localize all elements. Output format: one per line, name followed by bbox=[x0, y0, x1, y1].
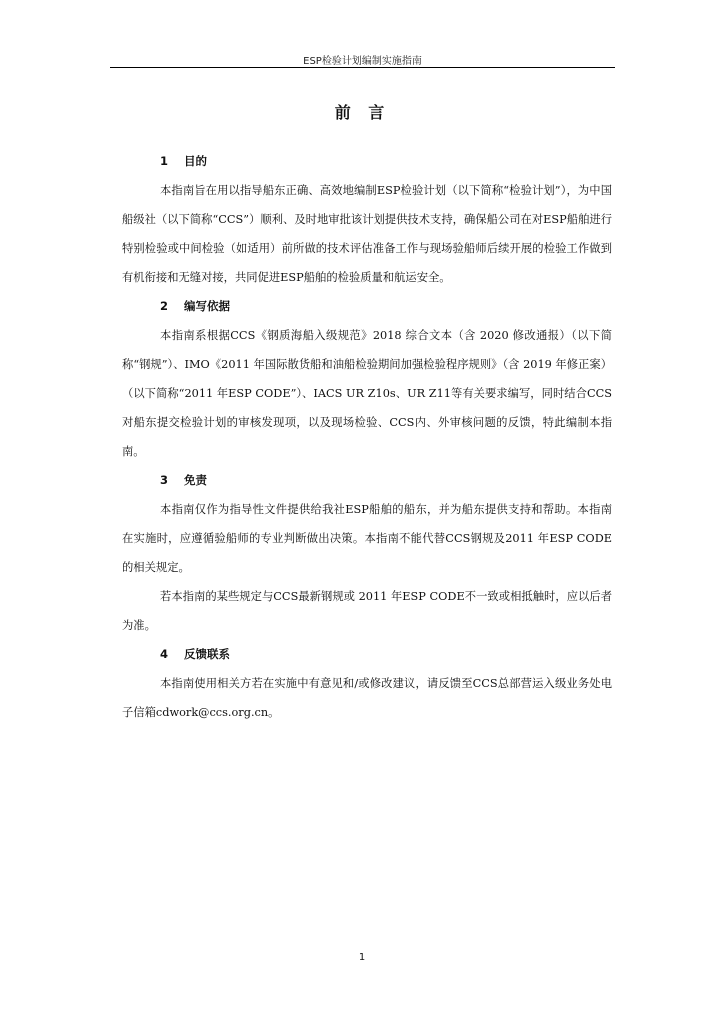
running-header: ESP检验计划编制实施指南 bbox=[303, 56, 422, 67]
paragraph: 本指南使用相关方若在实施中有意见和/或修改建议，请反馈至CCS总部营运入级业务处电子信箱cdwork@ccs.org.cn。 bbox=[122, 677, 612, 719]
section-number: 3 bbox=[160, 473, 169, 487]
section-title: 目的 bbox=[184, 154, 208, 168]
section-heading bbox=[122, 643, 612, 665]
section-disclaimer bbox=[122, 469, 612, 640]
page-number: 1 bbox=[358, 952, 366, 963]
section-heading bbox=[122, 469, 612, 491]
paragraph: 本指南系根据CCS《钢质海船入级规范》2018 综合文本（含 2020 修改通报）（以下简称“钢规”）、IMO《2011 年国际散货船和油船检验期间加强检验程序规则》（含 2019 年修正案）（以下简称“2011 年ESP CODE”）、IACS UR Z10s、UR Z11等有关要求编写，同时结合CCS对船东提交检验计划的审核发现项，以及现场检验、CCS内、外审核问题的反馈，特此编制本指南。 bbox=[122, 329, 612, 458]
paragraph: 若本指南的某些规定与CCS最新钢规或 2011 年ESP CODE不一致或相抵触时，应以后者为准。 bbox=[122, 590, 612, 632]
section-basis bbox=[122, 295, 612, 466]
document-body bbox=[122, 150, 612, 730]
section-number: 4 bbox=[160, 647, 169, 661]
section-feedback bbox=[122, 643, 612, 727]
page-title: 前 言 bbox=[334, 103, 391, 122]
section-heading bbox=[122, 295, 612, 317]
section-heading bbox=[122, 150, 612, 172]
header-rule bbox=[110, 67, 615, 68]
section-title: 免责 bbox=[184, 473, 208, 487]
paragraph: 本指南仅作为指导性文件提供给我社ESP船舶的船东，并为船东提供支持和帮助。本指南在实施时，应遵循验船师的专业判断做出决策。本指南不能代替CCS钢规及2011 年ESP CODE的相关规定。 bbox=[122, 503, 612, 574]
paragraph: 本指南旨在用以指导船东正确、高效地编制ESP检验计划（以下简称“检验计划”），为中国船级社（以下简称“CCS”）顺利、及时地审批该计划提供技术支持，确保船公司在对ESP船舶进行特别检验或中间检验（如适用）前所做的技术评估准备工作与现场验船师后续开展的检验工作做到有机衔接和无缝对接，共同促进ESP船舶的检验质量和航运安全。 bbox=[122, 184, 612, 284]
section-number: 2 bbox=[160, 299, 169, 313]
section-title: 反馈联系 bbox=[184, 647, 231, 661]
section-title: 编写依据 bbox=[184, 299, 231, 313]
section-number: 1 bbox=[160, 154, 169, 168]
section-purpose bbox=[122, 150, 612, 292]
